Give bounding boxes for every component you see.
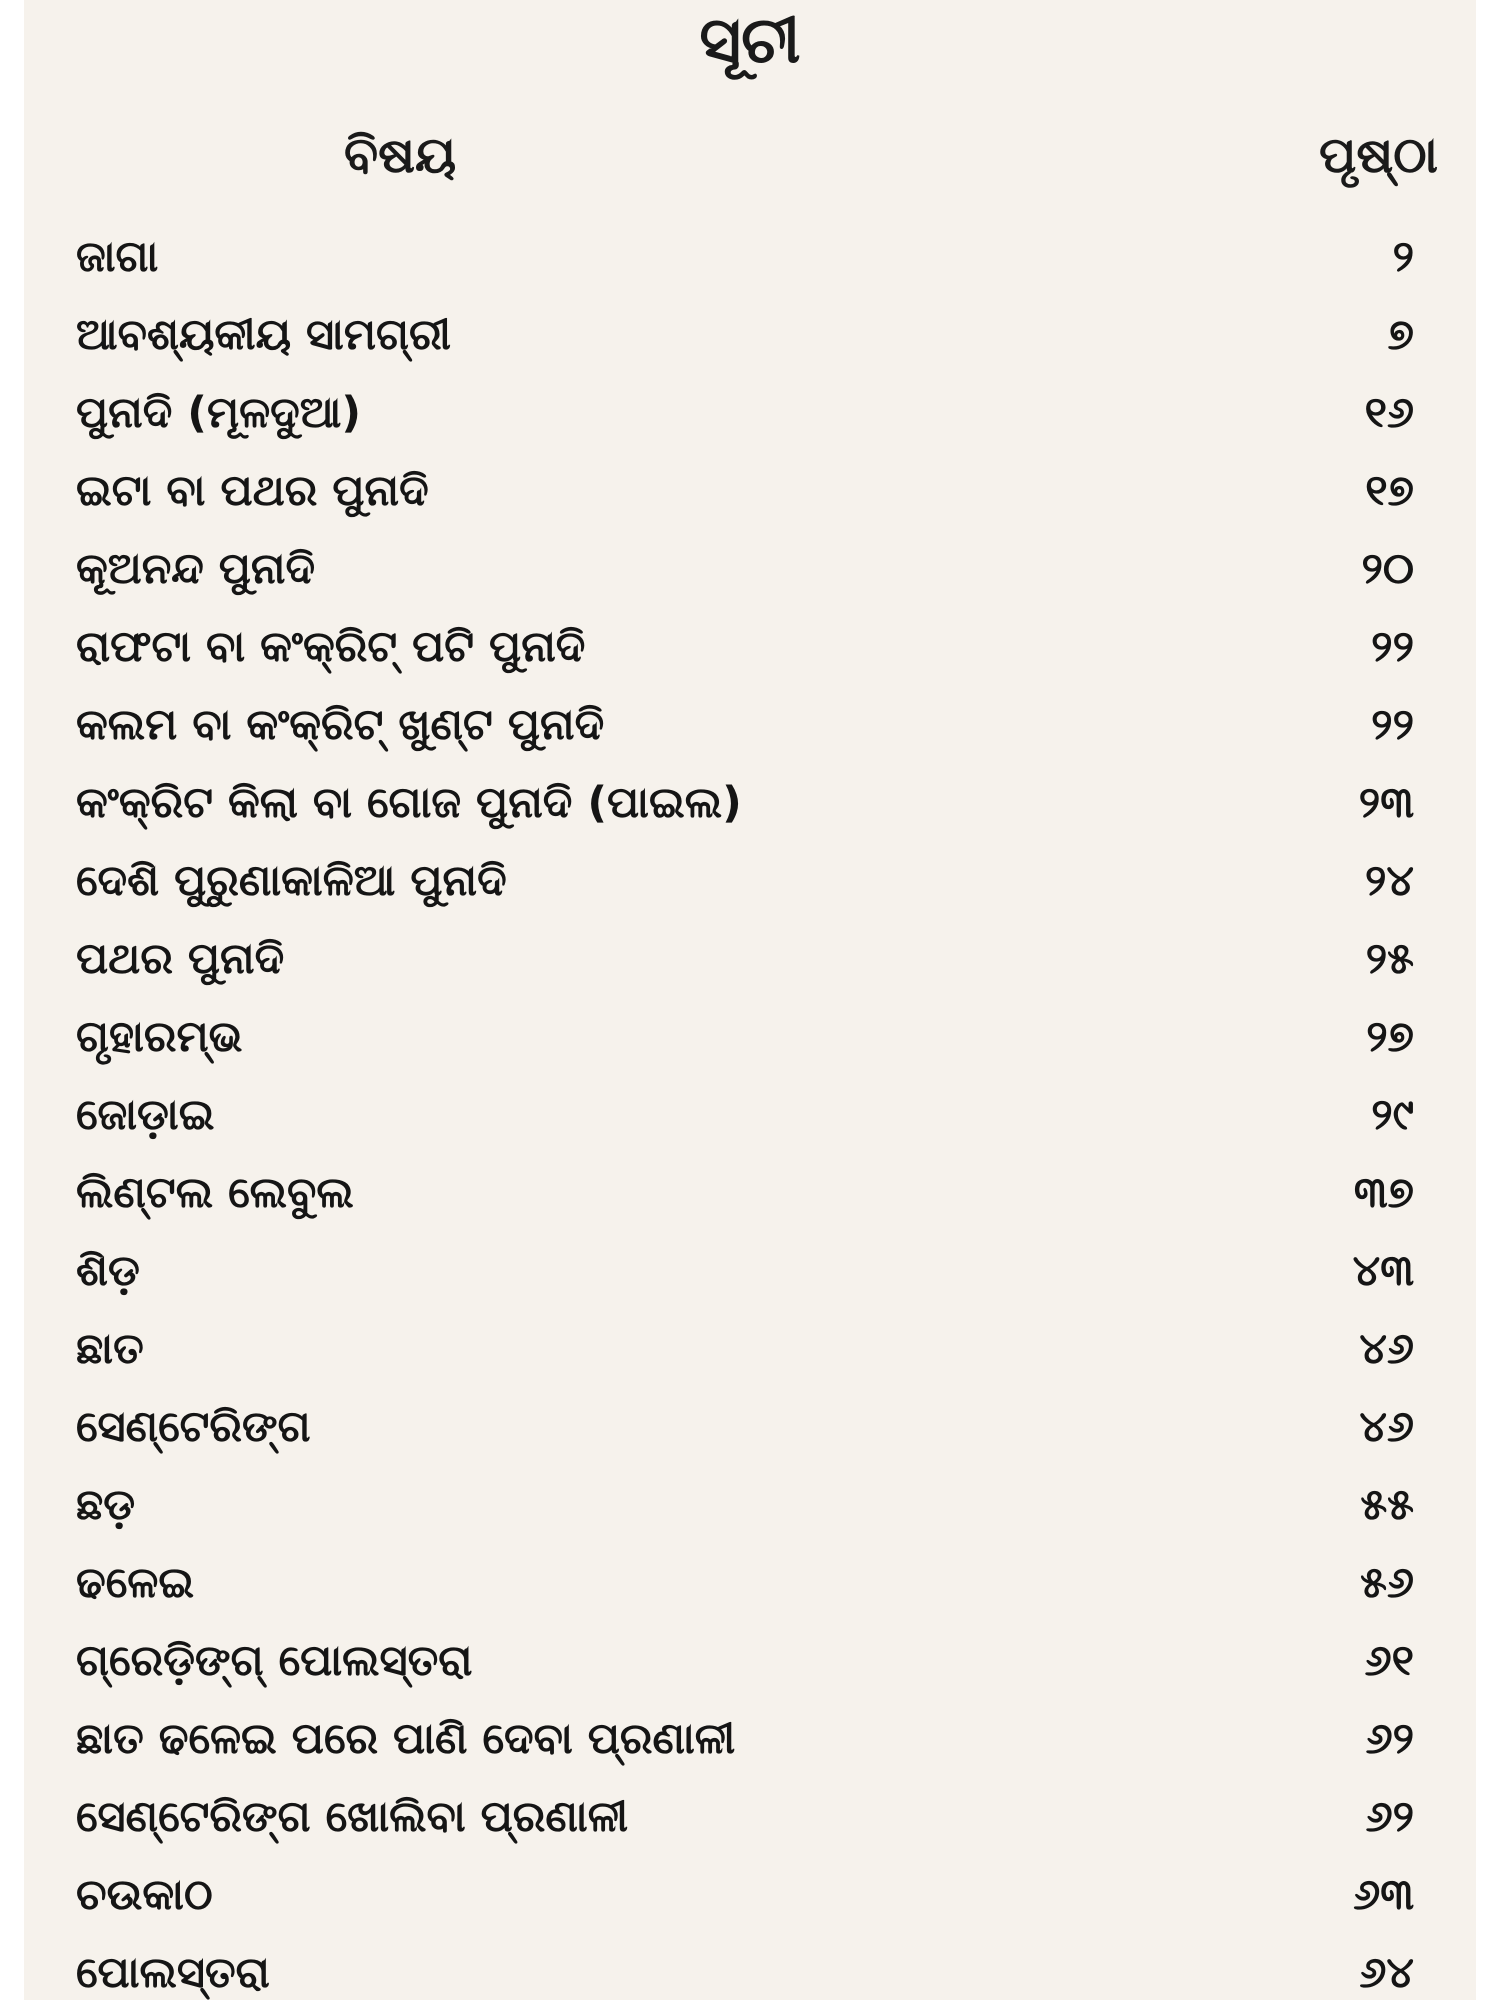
toc-entry-page: ୪୬ <box>1359 1402 1414 1452</box>
toc-row <box>76 530 1414 608</box>
toc-entry-title: ଛାତ ଢଳେଇ ପରେ ପାଣି ଦେବା ପ୍ରଣାଳୀ <box>76 1714 736 1764</box>
toc-entry-title: କୂଅନନ୍ଦ ପୁନାଦି <box>76 544 316 594</box>
toc-entry-page: ୬୨ <box>1365 1792 1414 1842</box>
toc-row <box>76 1544 1414 1622</box>
toc-entry-title: କଂକ୍ରିଟ କିଲା ବା ଗୋଜ ପୁନାଦି (ପାଇଲ) <box>76 778 742 828</box>
toc-entry-title: ଲିଣ୍ଟଲ ଲେବୁଲ <box>76 1168 354 1218</box>
toc-row <box>76 1232 1414 1310</box>
toc-row <box>76 296 1414 374</box>
toc-entry-page: ୬୧ <box>1364 1636 1414 1686</box>
toc-entry-title: ଶିଡ଼ <box>76 1246 140 1296</box>
toc-row <box>76 1154 1414 1232</box>
toc-entry-title: ଜୋଡ଼ାଇ <box>76 1090 215 1140</box>
toc-entry-page: ୧୬ <box>1364 388 1414 438</box>
toc-row <box>76 1466 1414 1544</box>
table-of-contents <box>76 218 1414 2000</box>
toc-entry-title: ସେଣ୍ଟେରିଙ୍ଗ ଖୋଲିବା ପ୍ରଣାଳୀ <box>76 1792 629 1842</box>
toc-entry-page: ୨୭ <box>1366 1012 1414 1062</box>
toc-entry-page: ୨୯ <box>1371 1090 1414 1140</box>
toc-entry-page: ୬୩ <box>1353 1870 1414 1920</box>
toc-entry-title: ଢଳେଇ <box>76 1558 195 1608</box>
toc-row <box>76 1700 1414 1778</box>
toc-row <box>76 374 1414 452</box>
toc-entry-page: ୪୬ <box>1359 1324 1414 1374</box>
toc-entry-page: ୨୨ <box>1371 700 1414 750</box>
toc-entry-title: ଛଡ଼ <box>76 1480 136 1530</box>
book-page <box>24 0 1476 2000</box>
toc-entry-title: ଜାଗା <box>76 232 159 282</box>
toc-entry-title: ରାଫଟା ବା କଂକ୍ରିଟ୍ ପଟି ପୁନାଦି <box>76 622 586 672</box>
toc-row <box>76 218 1414 296</box>
toc-entry-page: ୨୦ <box>1361 544 1414 594</box>
toc-row <box>76 1856 1414 1934</box>
toc-entry-page: ୨୫ <box>1365 934 1414 984</box>
toc-entry-title: ଗ୍ରେଡ଼ିଙ୍ଗ୍ ପୋଲସ୍ତରା <box>76 1636 473 1686</box>
toc-row <box>76 842 1414 920</box>
toc-entry-title: ଗୃହାରମ୍ଭ <box>76 1012 243 1062</box>
toc-row <box>76 1310 1414 1388</box>
toc-row <box>76 1388 1414 1466</box>
toc-entry-title: ଇଟା ବା ପଥର ପୁନାଦି <box>76 466 429 516</box>
toc-row <box>76 998 1414 1076</box>
toc-entry-title: କଲମ ବା କଂକ୍ରିଟ୍ ଖୁଣ୍ଟ ପୁନାଦି <box>76 700 605 750</box>
toc-entry-page: ୨୪ <box>1365 856 1414 906</box>
toc-row <box>76 764 1414 842</box>
toc-entry-title: ସେଣ୍ଟେରିଙ୍ଗ <box>76 1402 311 1452</box>
subject-column-header: ବିଷୟ <box>344 126 457 184</box>
toc-row <box>76 1778 1414 1856</box>
toc-entry-title: ପଥର ପୁନାଦି <box>76 934 285 984</box>
toc-entry-page: ୧୭ <box>1365 466 1414 516</box>
toc-entry-title: ପୋଲସ୍ତରା <box>76 1948 270 1998</box>
toc-entry-page: ୬୪ <box>1359 1948 1414 1998</box>
toc-row <box>76 920 1414 998</box>
toc-row <box>76 1076 1414 1154</box>
toc-entry-title: ଛାତ <box>76 1324 144 1374</box>
toc-entry-page: ୨୨ <box>1371 622 1414 672</box>
toc-entry-page: ୨ <box>1392 232 1414 282</box>
toc-entry-page: ୬୨ <box>1365 1714 1414 1764</box>
toc-entry-title: ପୁନାଦି (ମୂଳଦୁଆ) <box>76 388 362 438</box>
toc-entry-title: ଦେଶି ପୁରୁଣାକାଳିଆ ପୁନାଦି <box>76 856 507 906</box>
page-title: ସୂଚୀ <box>699 4 801 78</box>
toc-entry-page: ୭ <box>1387 310 1414 360</box>
page-column-header: ପୃଷ୍ଠା <box>1318 126 1438 184</box>
toc-row <box>76 686 1414 764</box>
toc-entry-page: ୨୩ <box>1358 778 1414 828</box>
toc-entry-page: ୫୬ <box>1360 1558 1414 1608</box>
toc-row <box>76 452 1414 530</box>
toc-row <box>76 1622 1414 1700</box>
toc-entry-page: ୩୭ <box>1353 1168 1414 1218</box>
toc-entry-title: ଚଉକାଠ <box>76 1870 213 1920</box>
toc-entry-page: ୪୩ <box>1352 1246 1414 1296</box>
toc-row <box>76 608 1414 686</box>
toc-entry-title: ଆବଶ୍ୟକୀୟ ସାମଗ୍ରୀ <box>76 310 452 360</box>
toc-row <box>76 1934 1414 2000</box>
toc-entry-page: ୫୫ <box>1360 1480 1414 1530</box>
